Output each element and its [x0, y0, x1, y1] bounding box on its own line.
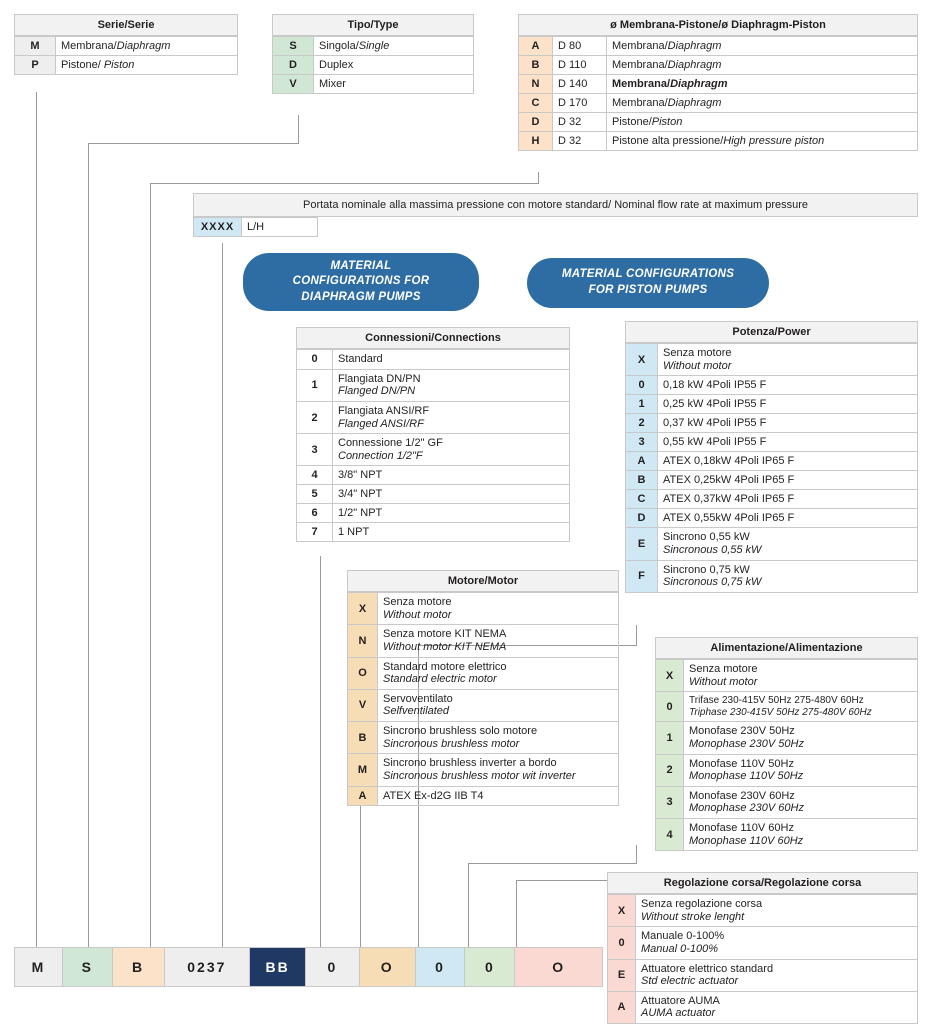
tipo-title: Tipo/Type	[272, 14, 474, 36]
conn-label-3: Connessione 1/2" GF Connection 1/2"F	[333, 434, 570, 466]
alim-label-3: Monofase 110V 50Hz Monophase 110V 50Hz	[684, 754, 918, 786]
regolazione-title: Regolazione corsa/Regolazione corsa	[607, 872, 918, 894]
reg-code-2: E	[608, 959, 636, 991]
serie-label-0: Membrana/Diaphragm	[56, 37, 238, 56]
membrana-size-1: D 110	[553, 56, 607, 75]
mot-label-5: Sincrono brushless inverter a bordo Sincronous brushless motor wit inverter	[378, 754, 619, 786]
table-row[interactable]	[297, 350, 570, 370]
pot-code-10: F	[626, 560, 658, 592]
mot-code-5: M	[348, 754, 378, 786]
pot-label-6: ATEX 0,25kW 4Poli IP65 F	[658, 471, 918, 490]
connector-reg-2	[516, 880, 619, 881]
table-row[interactable]	[656, 819, 918, 851]
serie-title: Serie/Serie	[14, 14, 238, 36]
table-row[interactable]	[297, 369, 570, 401]
connector-pot-5	[418, 797, 419, 952]
code-cell-serie[interactable]: M	[15, 948, 63, 986]
tipo-code-0: S	[273, 37, 314, 56]
pot-code-5: A	[626, 452, 658, 471]
membrana-size-0: D 80	[553, 37, 607, 56]
table-row[interactable]	[626, 433, 918, 452]
code-cell-tipo[interactable]: S	[63, 948, 113, 986]
conn-label-0: Standard	[333, 350, 570, 370]
code-cell-motore[interactable]: O	[360, 948, 416, 986]
connector-conn-1	[320, 556, 321, 951]
mot-code-0: X	[348, 593, 378, 625]
table-row[interactable]	[273, 56, 474, 75]
code-cell-regolazione[interactable]: O	[515, 948, 602, 986]
reg-label-2: Attuatore elettrico standard Std electric actuator	[636, 959, 918, 991]
table-row[interactable]	[626, 490, 918, 509]
table-row[interactable]	[656, 722, 918, 754]
table-row[interactable]	[608, 895, 918, 927]
table-row[interactable]	[519, 94, 918, 113]
pot-label-0: Senza motore Without motor	[658, 344, 918, 376]
reg-code-1: 0	[608, 927, 636, 959]
membrana-code-5: H	[519, 132, 553, 151]
alim-label-0: Senza motore Without motor	[684, 660, 918, 692]
mot-label-2: Standard motore elettrico Standard electric motor	[378, 657, 619, 689]
connector-alim-3	[468, 863, 469, 952]
table-row[interactable]	[297, 504, 570, 523]
membrana-title: ø Membrana-Pistone/ø Diaphragm-Piston	[518, 14, 918, 36]
connector-reg-3	[516, 880, 517, 952]
alim-label-5: Monofase 110V 60Hz Monophase 110V 60Hz	[684, 819, 918, 851]
serie-code-0: M	[15, 37, 56, 56]
conn-label-4: 3/8" NPT	[333, 466, 570, 485]
reg-label-3: Attuatore AUMA AUMA actuator	[636, 991, 918, 1023]
conn-code-3: 3	[297, 434, 333, 466]
code-cell-portata[interactable]: 0237	[165, 948, 251, 986]
mot-label-6: ATEX Ex-d2G IIB T4	[378, 786, 619, 805]
table-row[interactable]	[15, 56, 238, 75]
conn-code-5: 5	[297, 485, 333, 504]
code-strip	[14, 947, 603, 987]
alim-code-5: 4	[656, 819, 684, 851]
mot-code-4: B	[348, 722, 378, 754]
code-cell-potenza[interactable]: 0	[416, 948, 466, 986]
conn-label-5: 3/4" NPT	[333, 485, 570, 504]
conn-code-4: 4	[297, 466, 333, 485]
mot-code-3: V	[348, 689, 378, 721]
regolazione-table	[607, 872, 918, 1024]
table-row[interactable]	[626, 560, 918, 592]
pot-code-1: 0	[626, 376, 658, 395]
connector-alim-2	[468, 863, 637, 864]
pot-label-2: 0,25 kW 4Poli IP55 F	[658, 395, 918, 414]
mot-label-1: Senza motore KIT NEMA Without motor KIT NEMA	[378, 625, 619, 657]
pot-label-8: ATEX 0,55kW 4Poli IP65 F	[658, 509, 918, 528]
membrana-label-2: Membrana/Diaphragm	[607, 75, 918, 94]
mot-label-0: Senza motore Without motor	[378, 593, 619, 625]
portata-block	[193, 193, 918, 237]
pot-code-0: X	[626, 344, 658, 376]
membrana-code-0: A	[519, 37, 553, 56]
alim-code-4: 3	[656, 786, 684, 818]
table-row[interactable]	[297, 401, 570, 433]
conn-label-7: 1 NPT	[333, 523, 570, 542]
table-row[interactable]	[297, 523, 570, 542]
table-row[interactable]	[608, 991, 918, 1023]
connector-membrana-1	[538, 172, 539, 183]
membrana-label-5: Pistone alta pressione/High pressure piston	[607, 132, 918, 151]
table-row[interactable]	[656, 660, 918, 692]
pill-piston-config[interactable]	[527, 258, 769, 308]
pill-diaphragm-text: MATERIAL CONFIGURATIONS FOR DIAPHRAGM PUMPS	[292, 259, 430, 303]
connector-pot-1	[636, 625, 637, 645]
conn-label-6: 1/2" NPT	[333, 504, 570, 523]
pot-code-4: 3	[626, 433, 658, 452]
membrana-code-2: N	[519, 75, 553, 94]
portata-title: Portata nominale alla massima pressione con motore standard/ Nominal flow rate at maximum pressure	[193, 193, 918, 217]
table-row[interactable]	[656, 754, 918, 786]
pot-label-9: Sincrono 0,55 kW Sincronous 0,55 kW	[658, 528, 918, 560]
membrana-size-5: D 32	[553, 132, 607, 151]
membrana-code-3: C	[519, 94, 553, 113]
table-row[interactable]	[297, 434, 570, 466]
membrana-size-3: D 170	[553, 94, 607, 113]
pot-label-1: 0,18 kW 4Poli IP55 F	[658, 376, 918, 395]
connector-serie	[36, 92, 37, 952]
membrana-size-2: D 140	[553, 75, 607, 94]
portata-code: XXXX	[194, 218, 242, 237]
conn-code-1: 1	[297, 369, 333, 401]
alim-code-2: 1	[656, 722, 684, 754]
serie-table	[14, 14, 238, 75]
tipo-label-1: Duplex	[314, 56, 474, 75]
conn-label-2: Flangiata ANSI/RF Flanged ANSI/RF	[333, 401, 570, 433]
mot-label-3: Servoventilato Selfventilated	[378, 689, 619, 721]
connector-portata-1	[222, 243, 223, 951]
connector-membrana-3	[150, 183, 151, 952]
pot-label-4: 0,55 kW 4Poli IP55 F	[658, 433, 918, 452]
alim-label-1: Trifase 230-415V 50Hz 275-480V 60Hz Triphase 230-415V 50Hz 275-480V 60Hz	[684, 692, 918, 722]
mot-code-1: N	[348, 625, 378, 657]
table-row[interactable]	[626, 452, 918, 471]
conn-code-2: 2	[297, 401, 333, 433]
tipo-code-1: D	[273, 56, 314, 75]
table-row[interactable]	[626, 344, 918, 376]
serie-code-1: P	[15, 56, 56, 75]
table-row[interactable]	[519, 37, 918, 56]
alimentazione-table	[655, 637, 918, 851]
connessioni-title: Connessioni/Connections	[296, 327, 570, 349]
reg-code-3: A	[608, 991, 636, 1023]
table-row[interactable]	[297, 466, 570, 485]
code-cell-alimentazione[interactable]: 0	[465, 948, 515, 986]
tipo-code-2: V	[273, 75, 314, 94]
connector-membrana-2	[150, 183, 539, 184]
connector-tipo-2	[88, 143, 299, 144]
table-row[interactable]	[608, 959, 918, 991]
pot-label-5: ATEX 0,18kW 4Poli IP65 F	[658, 452, 918, 471]
table-row[interactable]	[656, 786, 918, 818]
conn-code-0: 0	[297, 350, 333, 370]
table-row[interactable]	[348, 689, 619, 721]
membrana-code-4: D	[519, 113, 553, 132]
reg-code-0: X	[608, 895, 636, 927]
alimentazione-title: Alimentazione/Alimentazione	[655, 637, 918, 659]
table-row[interactable]	[273, 75, 474, 94]
table-row[interactable]	[194, 218, 919, 237]
table-row[interactable]	[348, 722, 619, 754]
table-row[interactable]	[297, 485, 570, 504]
table-row[interactable]	[519, 113, 918, 132]
conn-code-6: 6	[297, 504, 333, 523]
table-row[interactable]	[519, 75, 918, 94]
potenza-table	[625, 321, 918, 593]
portata-unit: L/H	[242, 218, 318, 237]
table-row[interactable]	[626, 509, 918, 528]
pot-label-7: ATEX 0,37kW 4Poli IP65 F	[658, 490, 918, 509]
alim-code-1: 0	[656, 692, 684, 722]
motore-table	[347, 570, 619, 806]
pot-code-6: B	[626, 471, 658, 490]
mot-code-2: O	[348, 657, 378, 689]
mot-code-6: A	[348, 786, 378, 805]
connector-tipo-1	[298, 115, 299, 143]
reg-label-1: Manuale 0-100% Manual 0-100%	[636, 927, 918, 959]
membrana-label-0: Membrana/Diaphragm	[607, 37, 918, 56]
potenza-title: Potenza/Power	[625, 321, 918, 343]
connector-mot-1	[360, 785, 361, 952]
table-row[interactable]	[519, 132, 918, 151]
conn-label-1: Flangiata DN/PN Flanged DN/PN	[333, 369, 570, 401]
table-row[interactable]	[348, 786, 619, 805]
tipo-label-0: Singola/Single	[314, 37, 474, 56]
pot-code-8: D	[626, 509, 658, 528]
alim-code-0: X	[656, 660, 684, 692]
portata-spacer	[318, 218, 919, 237]
table-row[interactable]	[348, 754, 619, 786]
table-row[interactable]	[626, 471, 918, 490]
motore-title: Motore/Motor	[347, 570, 619, 592]
table-row[interactable]	[348, 625, 619, 657]
alim-label-4: Monofase 230V 60Hz Monophase 230V 60Hz	[684, 786, 918, 818]
table-row[interactable]	[15, 37, 238, 56]
alim-code-3: 2	[656, 754, 684, 786]
serie-label-1: Pistone/ Piston	[56, 56, 238, 75]
pot-label-3: 0,37 kW 4Poli IP55 F	[658, 414, 918, 433]
reg-label-0: Senza regolazione corsa Without stroke lenght	[636, 895, 918, 927]
alim-label-2: Monofase 230V 50Hz Monophase 230V 50Hz	[684, 722, 918, 754]
pot-code-9: E	[626, 528, 658, 560]
membrana-label-1: Membrana/Diaphragm	[607, 56, 918, 75]
table-row[interactable]	[348, 657, 619, 689]
code-cell-connessioni[interactable]: 0	[306, 948, 360, 986]
code-cell-membrana[interactable]: B	[113, 948, 165, 986]
table-row[interactable]	[348, 593, 619, 625]
conn-code-7: 7	[297, 523, 333, 542]
pot-code-2: 1	[626, 395, 658, 414]
connector-alim-1	[636, 845, 637, 863]
table-row[interactable]	[273, 37, 474, 56]
membrana-table	[518, 14, 918, 151]
connector-tipo-3	[88, 143, 89, 952]
table-row[interactable]	[626, 528, 918, 560]
code-cell-material[interactable]: BB	[250, 948, 306, 986]
membrana-label-4: Pistone/Piston	[607, 113, 918, 132]
pill-diaphragm-config[interactable]	[243, 253, 479, 311]
membrana-code-1: B	[519, 56, 553, 75]
connessioni-table	[296, 327, 570, 542]
table-row[interactable]	[608, 927, 918, 959]
pot-code-3: 2	[626, 414, 658, 433]
table-row[interactable]	[626, 395, 918, 414]
table-row[interactable]	[656, 692, 918, 722]
table-row[interactable]	[626, 376, 918, 395]
membrana-size-4: D 32	[553, 113, 607, 132]
pot-code-7: C	[626, 490, 658, 509]
mot-label-4: Sincrono brushless solo motore Sincronous brushless motor	[378, 722, 619, 754]
membrana-label-3: Membrana/Diaphragm	[607, 94, 918, 113]
pot-label-10: Sincrono 0,75 kW Sincronous 0,75 kW	[658, 560, 918, 592]
tipo-label-2: Mixer	[314, 75, 474, 94]
tipo-table	[272, 14, 474, 94]
pill-piston-text: MATERIAL CONFIGURATIONS FOR PISTON PUMPS	[561, 268, 735, 296]
table-row[interactable]	[519, 56, 918, 75]
table-row[interactable]	[626, 414, 918, 433]
